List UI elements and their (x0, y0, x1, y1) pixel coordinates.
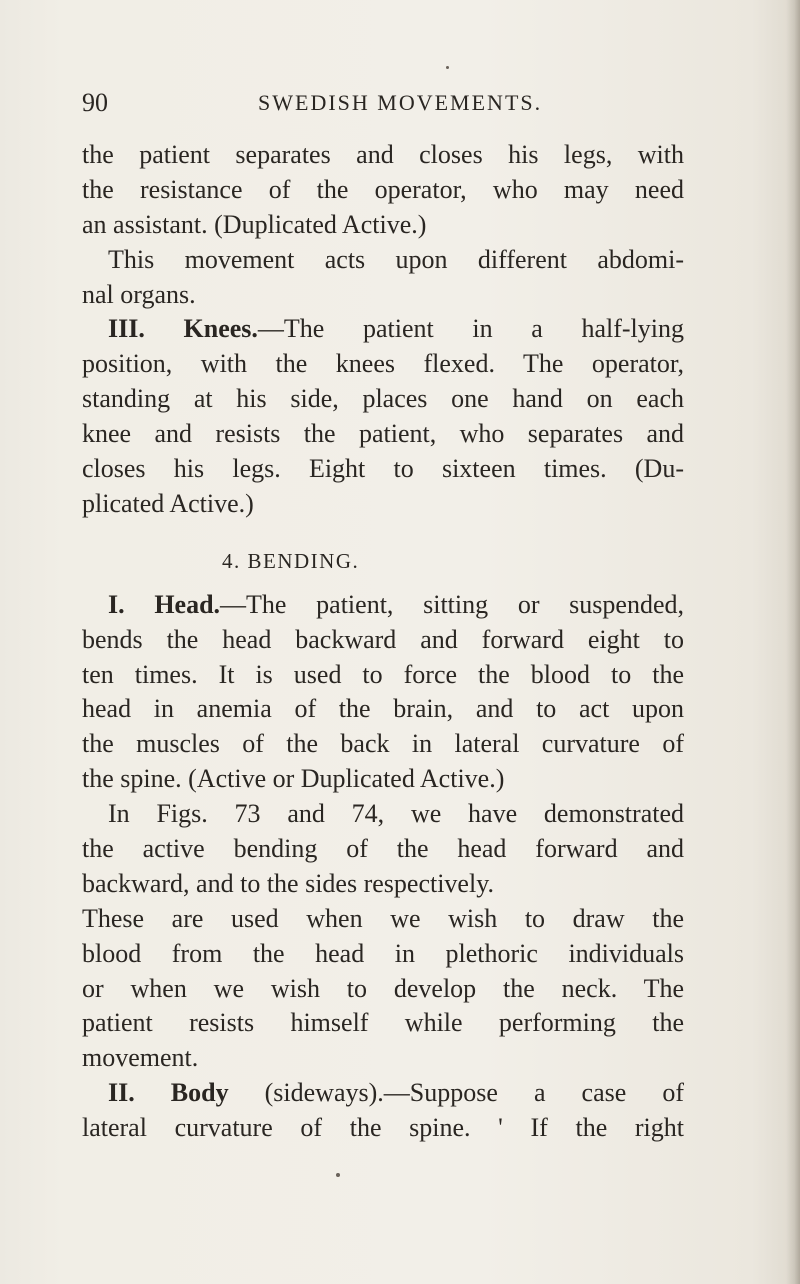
subheading-knees: III. Knees. (108, 314, 258, 344)
text-fragment: (sideways).—Suppose a case of (228, 1078, 684, 1108)
text-line: bends the head backward and forward eight to (82, 624, 684, 654)
subheading-body: II. Body (108, 1078, 229, 1108)
text-line: plicated Active.) (82, 488, 254, 518)
text-line: blood from the head in plethoric individuals (82, 938, 684, 968)
paper-speck (446, 66, 449, 69)
text-line: In Figs. 73 and 74, we have demonstrated (108, 799, 684, 829)
text-fragment: —The patient, sitting or suspended, (220, 589, 684, 619)
section-heading-bending: 4. BENDING. (222, 548, 360, 573)
paragraph-head-first-line (82, 588, 684, 623)
text-line: standing at his side, places one hand on each (82, 384, 684, 414)
text-line: movement. (82, 1043, 199, 1073)
text-line: or when we wish to develop the neck. The (82, 973, 684, 1003)
text-line: backward, and to the sides respectively. (82, 868, 495, 898)
subheading-head: I. Head. (108, 589, 221, 619)
paper-speck (336, 1173, 340, 1177)
text-line: position, with the knees flexed. The operator, (82, 349, 684, 379)
text-line: closes his legs. Eight to sixteen times. (Du- (82, 454, 684, 484)
text-line: the patient separates and closes his legs, with (82, 140, 684, 169)
paragraph-body-first-line (82, 1076, 684, 1111)
paragraph-knees-first-line (82, 312, 684, 347)
page-body (82, 138, 684, 1146)
text-line: patient resists himself while performing the (82, 1008, 684, 1038)
text-line: This movement acts upon different abdomi- (108, 244, 684, 274)
page-number: 90 (82, 88, 108, 117)
page-header (82, 88, 722, 128)
text-line: the resistance of the operator, who may need (82, 174, 684, 204)
text-line: lateral curvature of the spine. ' If the right (82, 1113, 684, 1143)
text-fragment: —The patient in a half-lying (257, 314, 684, 344)
text-line: knee and resists the patient, who separates and (82, 419, 684, 449)
text-line: an assistant. (Duplicated Active.) (82, 209, 427, 239)
text-line: the muscles of the back in lateral curvature of (82, 729, 684, 759)
text-line: head in anemia of the brain, and to act upon (82, 694, 684, 724)
section-gap (82, 522, 684, 546)
text-line: These are used when we wish to draw the (82, 903, 684, 933)
text-line: the active bending of the head forward and (82, 834, 684, 864)
page-edge-shadow (786, 0, 800, 1284)
text-line: nal organs. (82, 279, 196, 309)
running-head: SWEDISH MOVEMENTS. (258, 90, 543, 115)
text-line: the spine. (Active or Duplicated Active.) (82, 764, 505, 794)
text-line: ten times. It is used to force the blood to the (82, 659, 684, 689)
